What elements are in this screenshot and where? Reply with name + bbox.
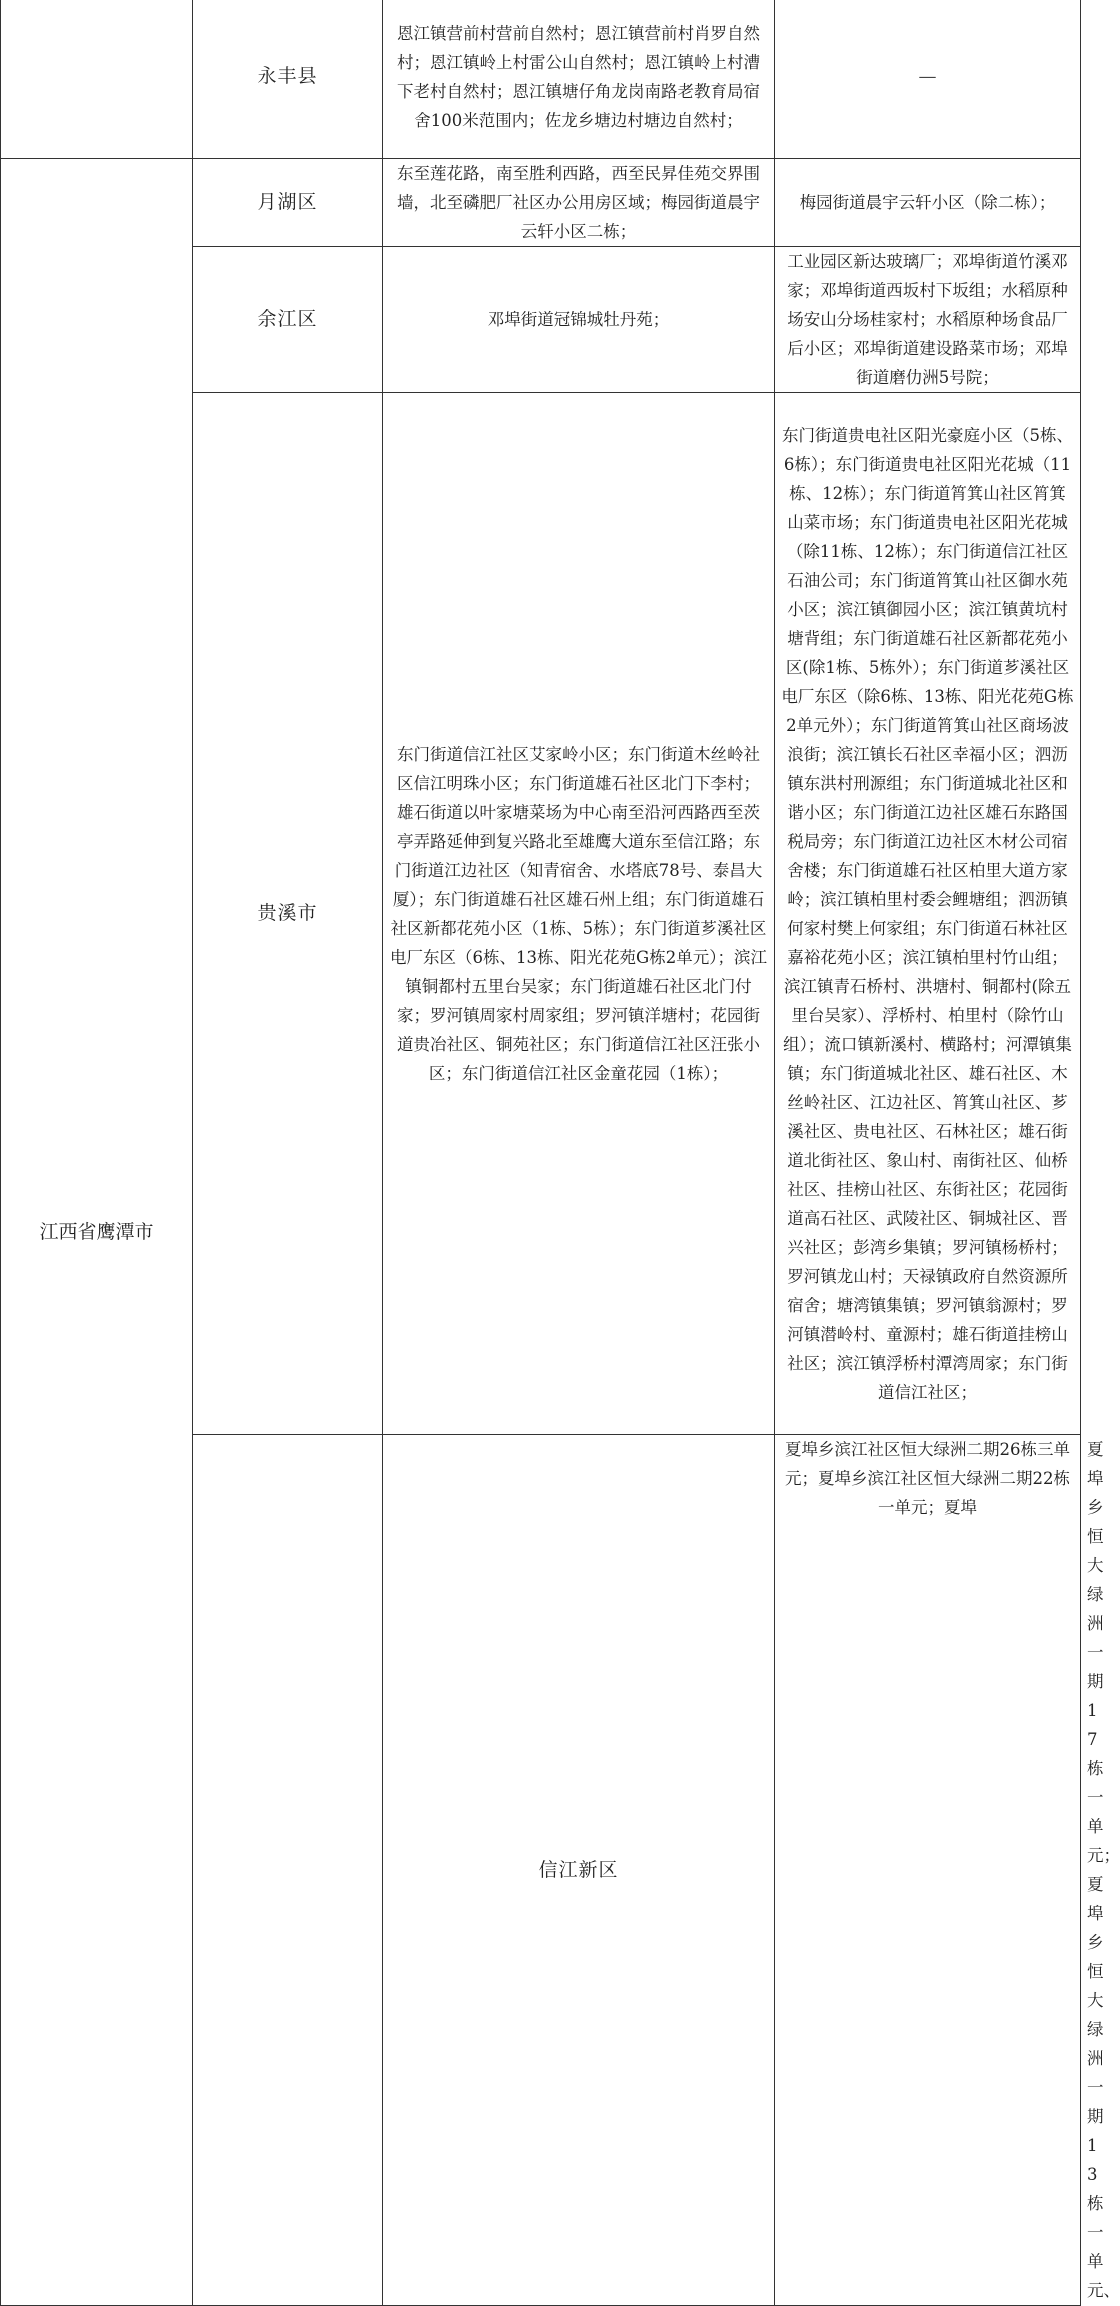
medium-risk-area-cell: — <box>775 0 1081 159</box>
table-row: 信江新区 夏埠乡滨江社区恒大绿洲二期26栋三单元；夏埠乡滨江社区恒大绿洲二期22栋一单元；夏埠 夏埠乡恒大绿洲一期17栋一单元；夏埠乡恒大绿洲一期13栋一单元、 <box>1 1435 1081 2306</box>
medium-risk-area-cell: 梅园街道晨宇云轩小区（除二栋）； <box>775 159 1081 247</box>
table-row <box>1 159 1081 247</box>
province-cell-empty <box>1 0 193 159</box>
high-risk-area-cell: 夏埠乡滨江社区恒大绿洲二期26栋三单元；夏埠乡滨江社区恒大绿洲二期22栋一单元；夏埠 <box>775 1435 1081 2306</box>
province-cell: 江西省鹰潭市 <box>1 159 193 2306</box>
medium-risk-area-cell: 工业园区新达玻璃厂；邓埠街道竹溪邓家；邓埠街道西坂村下坂组；水稻原种场安山分场桂家村；水稻原种场食品厂后小区；邓埠街道建设路菜市场；邓埠街道磨仂洲5号院； <box>775 247 1081 393</box>
county-cell: 贵溪市 <box>193 393 383 1435</box>
high-risk-area-cell: 东至莲花路，南至胜利西路，西至民昇佳苑交界围墙，北至磷肥厂社区办公用房区域；梅园街道晨宇云轩小区二栋； <box>383 159 775 247</box>
table-row <box>1 0 1081 159</box>
county-cell: 月湖区 <box>193 159 383 247</box>
high-risk-area-cell: 东门街道信江社区艾家岭小区；东门街道木丝岭社区信江明珠小区；东门街道雄石社区北门下李村；雄石街道以叶家塘菜场为中心南至沿河西路西至茨亭弄路延伸到复兴路北至雄鹰大道东至信江路；东门街道江边社区（知青宿舍、水塔底78号、泰昌大厦）；东门街道雄石社区雄石州上组；东门街道雄石社区新都花苑小区（1栋、5栋）；东门街道芗溪社区电厂东区（6栋、13栋、阳光花苑G栋2单元）；滨江镇铜都村五里台吴家；东门街道雄石社区北门付家；罗河镇周家村周家组；罗河镇洋塘村；花园街道贵冶社区、铜苑社区；东门街道信江社区汪张小区；东门街道信江社区金童花园（1栋）； <box>383 393 775 1435</box>
province-cell-empty <box>193 1435 383 2306</box>
county-cell: 余江区 <box>193 247 383 393</box>
medium-risk-area-cell: 东门街道贵电社区阳光豪庭小区（5栋、6栋）；东门街道贵电社区阳光花城（11栋、12栋）；东门街道筲箕山社区筲箕山菜市场；东门街道贵电社区阳光花城（除11栋、12栋）；东门街道信江社区石油公司；东门街道筲箕山社区御水苑小区；滨江镇御园小区；滨江镇黄坑村塘背组；东门街道雄石社区新都花苑小区(除1栋、5栋外）；东门街道芗溪社区电厂东区（除6栋、13栋、阳光花苑G栋2单元外）；东门街道筲箕山社区商场波浪街；滨江镇长石社区幸福小区；泗沥镇东洪村刑源组；东门街道城北社区和谐小区；东门街道江边社区雄石东路国税局旁；东门街道江边社区木材公司宿舍楼；东门街道雄石社区柏里大道方家岭；滨江镇柏里村委会鲤塘组；泗沥镇何家村樊上何家组；东门街道石林社区嘉裕花苑小区；滨江镇柏里村竹山组；滨江镇青石桥村、洪塘村、铜都村(除五里台吴家）、浮桥村、柏里村（除竹山组）；流口镇新溪村、横路村；河潭镇集镇；东门街道城北社区、雄石社区、木丝岭社区、江边社区、筲箕山社区、芗溪社区、贵电社区、石林社区；雄石街道北街社区、象山村、南街社区、仙桥社区、挂榜山社区、东街社区；花园街道高石社区、武陵社区、铜城社区、晋兴社区；彭湾乡集镇；罗河镇杨桥村；罗河镇龙山村；天禄镇政府自然资源所宿舍；塘湾镇集镇；罗河镇翁源村；罗河镇潜岭村、童源村；雄石街道挂榜山社区；滨江镇浮桥村潭湾周家；东门街道信江社区； <box>775 393 1081 1435</box>
county-cell: 永丰县 <box>193 0 383 159</box>
high-risk-area-cell: 邓埠街道冠锦城牡丹苑； <box>383 247 775 393</box>
county-cell: 信江新区 <box>383 1435 775 2306</box>
high-risk-area-cell: 恩江镇营前村营前自然村；恩江镇营前村肖罗自然村；恩江镇岭上村雷公山自然村；恩江镇岭上村漕下老村自然村；恩江镇塘仔角龙岗南路老教育局宿舍100米范围内；佐龙乡塘边村塘边自然村； <box>383 0 775 159</box>
